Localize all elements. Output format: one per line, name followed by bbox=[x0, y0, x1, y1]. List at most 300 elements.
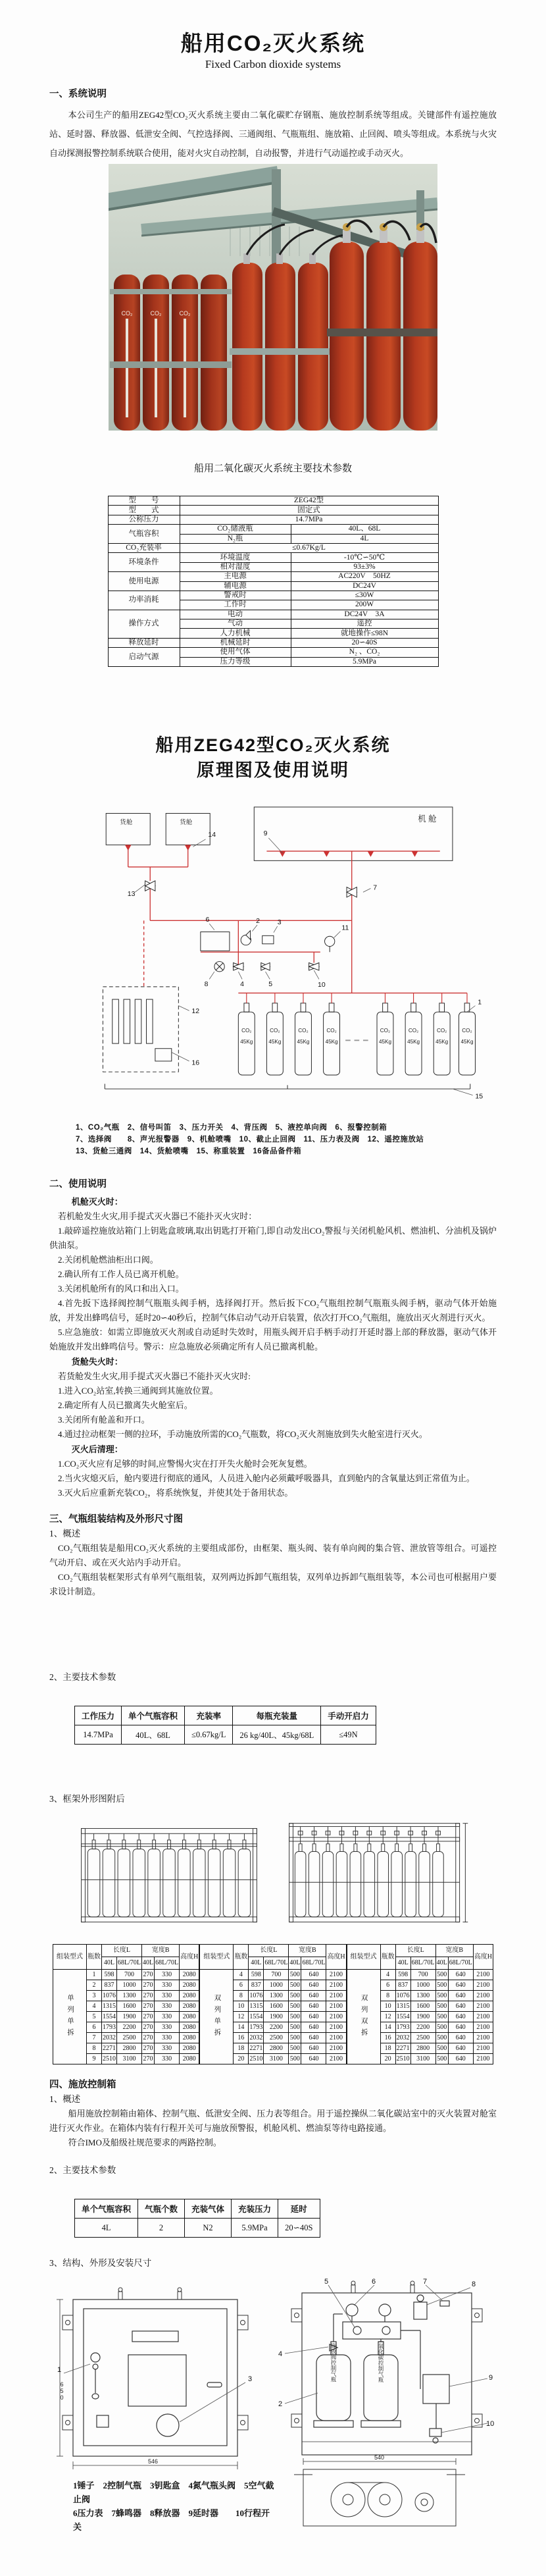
valve-manifold-block bbox=[343, 2322, 401, 2339]
remote-release-station bbox=[103, 987, 178, 1072]
control-box-bottom-view bbox=[281, 2452, 478, 2531]
section3 bbox=[49, 1512, 497, 2064]
door-small-square bbox=[97, 2415, 109, 2427]
photo-illustration bbox=[109, 164, 437, 431]
table-value-cell: 14.7MPa bbox=[75, 1725, 122, 1745]
door-circle bbox=[157, 2414, 179, 2436]
dims-value-cell: 598 bbox=[395, 1970, 410, 1980]
cargo-fire-intro: 若货舱发生火灾,用手提式灭火器已不能扑灭火灾时: bbox=[58, 1371, 251, 1382]
dims-value-cell: 640 bbox=[448, 2001, 473, 2012]
parts-line-2: 6压力表 7蜂鸣器 8释放器 9延时器 10行程开关 bbox=[73, 2508, 270, 2533]
table-value-cell: ≤0.67kg/L bbox=[185, 1725, 233, 1745]
dims-value-cell: 6 bbox=[86, 2022, 101, 2033]
cargo-fire-steps bbox=[49, 1384, 497, 1442]
table-header-cell: 单个气瓶容积 bbox=[122, 1706, 185, 1725]
spec-sub: 气动 bbox=[180, 619, 291, 629]
engine-fire-steps bbox=[49, 1224, 497, 1354]
section1-heading: 一、系统说明 bbox=[49, 89, 107, 99]
dims-value-cell: 640 bbox=[448, 2033, 473, 2043]
spec-value: 就地操作≤98N bbox=[291, 629, 438, 638]
dims-header: 瓶数 bbox=[380, 1945, 395, 1970]
dims-value-cell: 2100 bbox=[473, 1991, 493, 2001]
dims-header: 组装型式 bbox=[53, 1945, 86, 1970]
dims-value-cell: 270 bbox=[141, 1970, 154, 1980]
spec-value: -10℃∽50℃ bbox=[291, 553, 438, 562]
svg-text:45Kg: 45Kg bbox=[435, 1039, 449, 1045]
dims-value-cell: 4 bbox=[86, 2001, 101, 2012]
spec-value: 固定式 bbox=[180, 506, 438, 515]
dims-value-cell: 2271 bbox=[249, 2043, 264, 2054]
dims-value-cell: 2032 bbox=[395, 2033, 410, 2043]
section4-sub2: 2、主要技术参数 bbox=[49, 2165, 116, 2176]
svg-text:CO₂: CO₂ bbox=[462, 1027, 472, 1034]
table-value-cell: 4L bbox=[75, 2219, 138, 2238]
dims-value-cell: 1000 bbox=[116, 1980, 141, 1991]
dims-value-cell: 10 bbox=[234, 2001, 249, 2012]
dims-value-cell: 640 bbox=[448, 2054, 473, 2064]
dims-value-cell: 500 bbox=[289, 2012, 301, 2022]
cb-callout-9: 9 bbox=[489, 2374, 493, 2382]
dims-value-cell: 330 bbox=[155, 2033, 180, 2043]
list-item: 3.关闭所有舱盖和开口。 bbox=[58, 1415, 150, 1425]
list-item: 1.敲碎遥控施放站箱门上钥匙盒玻璃,取出钥匙打开箱门,即自动发出CO₂警报与关闭机舱风机、燃油机、分油机及锅炉供油泵。 bbox=[49, 1226, 497, 1251]
system-schematic bbox=[49, 793, 497, 1120]
dims-header: 组装型式 bbox=[200, 1945, 234, 1970]
cb-callout-2: 2 bbox=[278, 2400, 283, 2409]
dims-value-cell: 16 bbox=[234, 2033, 249, 2043]
table-value-cell: 5.9MPa bbox=[232, 2219, 278, 2238]
dims-value-cell: 2500 bbox=[116, 2033, 141, 2043]
dims-value-cell: 837 bbox=[101, 1980, 116, 1991]
cb-callout-1: 1 bbox=[57, 2366, 62, 2375]
parts-line-1: 1锤子 2控制气瓶 3钥匙盒 4氮气瓶头阀 5空气截止阀 bbox=[73, 2481, 274, 2505]
dims-value-cell: 2100 bbox=[326, 1970, 346, 1980]
table-value-cell: 20∽40S bbox=[278, 2219, 320, 2238]
cb-callout-3: 3 bbox=[248, 2375, 253, 2384]
dims-value-cell: 330 bbox=[155, 1980, 180, 1991]
rack-dimensions-table bbox=[49, 1944, 497, 2064]
dims-subheader: 68L/70L bbox=[448, 1957, 473, 1970]
dims-type-cell: 双列单拆 bbox=[200, 1970, 234, 2064]
dims-value-cell: 1315 bbox=[249, 2001, 264, 2012]
cb-callout-5: 5 bbox=[324, 2278, 329, 2286]
dims-value-cell: 2032 bbox=[249, 2033, 264, 2043]
dims-value-cell: 2100 bbox=[326, 2043, 346, 2054]
dims-value-cell: 500 bbox=[435, 2033, 448, 2043]
dims-value-cell: 700 bbox=[116, 1970, 141, 1980]
dims-value-cell: 330 bbox=[155, 2022, 180, 2033]
spec-sub: 工作时 bbox=[180, 600, 291, 610]
dims-value-cell: 8 bbox=[234, 1991, 249, 2001]
cargo-hold-box bbox=[106, 814, 150, 845]
dims-value-cell: 3100 bbox=[264, 2054, 289, 2064]
release-device-icon bbox=[414, 2302, 427, 2319]
page2-title bbox=[49, 733, 497, 783]
dims-value-cell: 640 bbox=[448, 1980, 473, 1991]
svg-text:45Kg: 45Kg bbox=[268, 1039, 282, 1045]
dims-value-cell: 2080 bbox=[180, 1991, 199, 2001]
spec-value: DC24V bbox=[291, 581, 438, 591]
dims-value-cell: 2080 bbox=[180, 2043, 199, 2054]
dims-value-cell: 640 bbox=[448, 2043, 473, 2054]
table-header-cell: 单个气瓶容积 bbox=[75, 2199, 138, 2219]
rack-cylinders-2 bbox=[295, 1827, 443, 1917]
engine-fire-title: 机舱灭火时： bbox=[71, 1197, 123, 1207]
callout-3: 3 bbox=[277, 918, 282, 927]
callout-4: 4 bbox=[240, 980, 245, 988]
dim-front-width: 546 bbox=[148, 2458, 159, 2465]
table-header-cell: 每瓶充装量 bbox=[233, 1706, 321, 1725]
dims-value-cell: 700 bbox=[264, 1970, 289, 1980]
cylinder-label: CO₂ bbox=[121, 310, 133, 317]
dims-value-cell: 7 bbox=[86, 2033, 101, 2043]
schematic-legend bbox=[49, 1122, 497, 1157]
dims-value-cell: 640 bbox=[448, 1970, 473, 1980]
dims-value-cell: 20 bbox=[234, 2054, 249, 2064]
schematic-svg bbox=[49, 793, 497, 1117]
dims-value-cell: 2100 bbox=[326, 1980, 346, 1991]
dims-value-cell: 2100 bbox=[326, 1991, 346, 2001]
usage-section bbox=[49, 1177, 497, 1500]
dims-value-cell: 3100 bbox=[116, 2054, 141, 2064]
dims-value-cell: 270 bbox=[141, 2022, 154, 2033]
dims-header: 宽度B bbox=[141, 1945, 179, 1957]
callout-15: 15 bbox=[475, 1092, 484, 1101]
dims-value-cell: 2100 bbox=[326, 2022, 346, 2033]
dims-value-cell: 1793 bbox=[101, 2022, 116, 2033]
dims-value-cell: 2800 bbox=[410, 2043, 435, 2054]
pressure-gauge-icon bbox=[325, 936, 335, 946]
list-item: 13、货舱三通阀 14、货舱喷嘴 15、称重装置 16备品备件箱 bbox=[76, 1147, 302, 1156]
cylinder-row-front bbox=[327, 221, 437, 431]
callout-11: 11 bbox=[341, 924, 349, 932]
dims-value-cell: 1076 bbox=[395, 1991, 410, 2001]
list-item: 5.应急施放：如需立即施放灭火剂或自动延时失效时，用瓶头阀开启手柄手动打开延时器上部的释放器，驱动气体开始施放并发出蜂鸣信号。警示：应急施放必须确定所有人员已撤离机舱。 bbox=[49, 1327, 497, 1352]
bottle-risers bbox=[247, 993, 467, 1003]
dims-subheader: 68L/70L bbox=[264, 1957, 289, 1970]
hammer-on-chain-icon bbox=[91, 2353, 100, 2399]
dims-value-cell: 598 bbox=[249, 1970, 264, 1980]
travel-switch-icon bbox=[430, 2429, 441, 2436]
section3-sub3: 3、框架外形图附后 bbox=[49, 1794, 125, 1804]
spec-value: ZEG42型 bbox=[180, 496, 438, 506]
cylinder-right-label: 二氧化碳控制气瓶 bbox=[378, 2338, 384, 2383]
rack-single-row-drawing bbox=[74, 1816, 264, 1937]
section4-sub1: 1、概述 bbox=[49, 2094, 81, 2105]
spec-value: 40L、68L bbox=[291, 525, 438, 534]
spec-value: ≤30W bbox=[291, 591, 438, 600]
dims-value-cell: 2080 bbox=[180, 1970, 199, 1980]
dims-value-cell: 270 bbox=[141, 2033, 154, 2043]
table-value-cell: ≤49N bbox=[321, 1725, 376, 1745]
dims-value-cell: 500 bbox=[289, 1980, 301, 1991]
dims-value-cell: 10 bbox=[380, 2001, 395, 2012]
callout-16: 16 bbox=[191, 1059, 200, 1067]
dims-value-cell: 837 bbox=[395, 1980, 410, 1991]
door-handle bbox=[207, 2382, 222, 2387]
dims-value-cell: 330 bbox=[155, 2001, 180, 2012]
svg-text:CO₂: CO₂ bbox=[380, 1027, 391, 1034]
svg-text:CO₂: CO₂ bbox=[437, 1027, 447, 1034]
spec-sub: 辅电源 bbox=[180, 581, 291, 591]
dims-header: 长度L bbox=[249, 1945, 289, 1957]
dims-value-cell: 2080 bbox=[180, 2022, 199, 2033]
dims-value-cell: 500 bbox=[435, 2012, 448, 2022]
dims-value-cell: 500 bbox=[435, 2054, 448, 2064]
dims-value-cell: 4 bbox=[380, 1970, 395, 1980]
spec-value: N₂ 、CO₂ bbox=[291, 648, 438, 657]
dims-value-cell: 640 bbox=[301, 1991, 326, 2001]
dims-value-cell: 18 bbox=[380, 2043, 395, 2054]
dims-value-cell: 1000 bbox=[264, 1980, 289, 1991]
dims-value-cell: 2100 bbox=[473, 2022, 493, 2033]
callout-6: 6 bbox=[205, 916, 210, 924]
spec-sub: 警戒时 bbox=[180, 591, 291, 600]
dims-value-cell: 1076 bbox=[101, 1991, 116, 2001]
dims-value-cell: 500 bbox=[289, 1991, 301, 2001]
dims-value-cell: 270 bbox=[141, 2043, 154, 2054]
cb-callouts bbox=[278, 2278, 494, 2428]
cylinder-room-photo bbox=[109, 164, 437, 434]
list-item: 2.确定所有人员已撤离失火舱室后。 bbox=[58, 1400, 193, 1411]
dims-value-cell: 4 bbox=[234, 1970, 249, 1980]
dims-value-cell: 640 bbox=[448, 2012, 473, 2022]
dims-value-cell: 2 bbox=[86, 1980, 101, 1991]
dims-value-cell: 330 bbox=[155, 1991, 180, 2001]
cylinder-label: CO₂ bbox=[150, 310, 162, 317]
dims-value-cell: 2800 bbox=[264, 2043, 289, 2054]
dims-value-cell: 2500 bbox=[264, 2033, 289, 2043]
dims-value-cell: 9 bbox=[86, 2054, 101, 2064]
spec-sub: 相对湿度 bbox=[180, 562, 291, 571]
dims-value-cell: 2100 bbox=[473, 2054, 493, 2064]
door-slot-window bbox=[132, 2331, 178, 2342]
dims-value-cell: 500 bbox=[289, 1970, 301, 1980]
spec-sub: 电动 bbox=[180, 610, 291, 619]
list-item: 4.首先扳下选择阀控制气瓶瓶头阀手柄，选择阀打开。然后扳下CO₂气瓶组控制气瓶瓶头阀手柄，驱动气体开始施放，并发出蜂鸣信号，延时20∽40秒后，控制气体启动气动开启装置，依次打开CO₂气瓶组，施放出灭火剂进行灭火。 bbox=[49, 1298, 497, 1323]
spec-label: CO₂充装率 bbox=[108, 543, 180, 552]
dims-header: 宽度B bbox=[435, 1945, 473, 1957]
dims-value-cell: 330 bbox=[155, 2054, 180, 2064]
cb-callout-8: 8 bbox=[472, 2280, 476, 2289]
dims-value-cell: 500 bbox=[435, 1970, 448, 1980]
callout-8: 8 bbox=[204, 980, 209, 988]
callout-9: 9 bbox=[263, 829, 268, 838]
co2-bottle-row bbox=[238, 993, 475, 1075]
cleanup-title: 灭火后清理： bbox=[71, 1444, 123, 1455]
dims-value-cell: 2510 bbox=[101, 2054, 116, 2064]
alarm-control-box-icon bbox=[201, 932, 230, 951]
cargo-fire-title: 货舱失火时： bbox=[71, 1357, 123, 1367]
callout-14: 14 bbox=[208, 830, 216, 839]
cb-callout-4: 4 bbox=[278, 2350, 283, 2359]
dims-value-cell: 1315 bbox=[395, 2001, 410, 2012]
svg-text:CO₂: CO₂ bbox=[408, 1027, 419, 1034]
buzzer-icon bbox=[440, 2301, 449, 2306]
dims-value-cell: 2080 bbox=[180, 1980, 199, 1991]
section4-sub3: 3、结构、外形及安装尺寸 bbox=[49, 2258, 152, 2269]
dims-value-cell: 12 bbox=[234, 2012, 249, 2022]
dims-header: 瓶数 bbox=[234, 1945, 249, 1970]
spec-sub: 主电源 bbox=[180, 572, 291, 581]
dims-value-cell: 330 bbox=[155, 2043, 180, 2054]
svg-text:CO₂: CO₂ bbox=[326, 1027, 337, 1034]
piping-lines bbox=[128, 845, 467, 993]
dims-value-cell: 2080 bbox=[180, 2054, 199, 2064]
dims-value-cell: 2100 bbox=[473, 2043, 493, 2054]
dims-value-cell: 500 bbox=[435, 1980, 448, 1991]
delay-timer-box bbox=[423, 2375, 449, 2404]
dims-subheader: 40L bbox=[435, 1957, 448, 1970]
dims-value-cell: 6 bbox=[380, 1980, 395, 1991]
dims-value-cell: 3100 bbox=[410, 2054, 435, 2064]
page-subtitle: Fixed Carbon dioxide systems bbox=[205, 58, 341, 70]
dims-value-cell: 270 bbox=[141, 1991, 154, 2001]
spec-label: 环境条件 bbox=[108, 553, 180, 572]
section4 bbox=[49, 2078, 497, 2534]
page-title: 船用CO₂灭火系统 bbox=[180, 31, 366, 55]
callout-10: 10 bbox=[317, 980, 326, 989]
cb-callout-7: 7 bbox=[423, 2278, 428, 2286]
dim-bottom-width: 540 bbox=[374, 2454, 385, 2461]
engine-fire-intro: 若机舱发生火灾,用手提式灭火器已不能扑灭火灾时： bbox=[58, 1211, 257, 1222]
callout-leaders bbox=[135, 838, 475, 1095]
spec-sub: N₂瓶 bbox=[180, 534, 291, 543]
spec-value: DC24V 3A bbox=[291, 610, 438, 619]
dims-value-cell: 500 bbox=[435, 2001, 448, 2012]
dims-value-cell: 2032 bbox=[101, 2033, 116, 2043]
spec-value: ≤0.67Kg/L bbox=[180, 543, 438, 552]
spec-label: 气瓶容积 bbox=[108, 525, 180, 544]
cargo-hold-box-2 bbox=[166, 814, 210, 845]
dims-header: 瓶数 bbox=[86, 1945, 101, 1970]
dims-group-table bbox=[347, 1944, 493, 2064]
table-header-cell: 延时 bbox=[278, 2199, 320, 2219]
dims-value-cell: 1793 bbox=[249, 2022, 264, 2033]
spec-label: 公称压力 bbox=[108, 515, 180, 524]
dims-subheader: 40L bbox=[289, 1957, 301, 1970]
dims-subheader: 68L/70L bbox=[410, 1957, 435, 1970]
dims-value-cell: 330 bbox=[155, 2012, 180, 2022]
table-header-cell: 充装气体 bbox=[185, 2199, 232, 2219]
svg-text:CO₂: CO₂ bbox=[298, 1027, 309, 1034]
pressure-switch-icon bbox=[262, 935, 274, 943]
dims-value-cell: 2510 bbox=[249, 2054, 264, 2064]
dims-value-cell: 2100 bbox=[473, 2033, 493, 2043]
dims-value-cell: 640 bbox=[301, 2012, 326, 2022]
svg-text:CO₂: CO₂ bbox=[270, 1027, 280, 1034]
dims-value-cell: 6 bbox=[234, 1980, 249, 1991]
dims-subheader: 68L/70L bbox=[155, 1957, 180, 1970]
dims-value-cell: 640 bbox=[301, 2054, 326, 2064]
dims-header: 高度H bbox=[180, 1945, 199, 1970]
dims-value-cell: 14 bbox=[380, 2022, 395, 2033]
dims-header: 长度L bbox=[101, 1945, 141, 1957]
table-value-cell: N2 bbox=[185, 2219, 232, 2238]
dims-value-cell: 500 bbox=[289, 2043, 301, 2054]
spec-value: 14.7MPa bbox=[180, 515, 438, 524]
callout-13: 13 bbox=[127, 890, 136, 899]
dims-value-cell: 1300 bbox=[410, 1991, 435, 2001]
dims-value-cell: 330 bbox=[155, 1970, 180, 1980]
svg-text:45Kg: 45Kg bbox=[325, 1039, 338, 1045]
usage-heading: 二、使用说明 bbox=[49, 1179, 107, 1190]
dims-value-cell: 2100 bbox=[473, 2001, 493, 2012]
door-window bbox=[128, 2355, 186, 2406]
dims-value-cell: 2500 bbox=[410, 2033, 435, 2043]
section3-p1: CO₂气瓶组装是船用CO₂灭火系统的主要组成部份，由框架、瓶头阀、装有单向阀的集合管、泄放管等组合。可遥控气动开启、或在灭火站内手动开启。 bbox=[49, 1543, 497, 1568]
dims-subheader: 40L bbox=[249, 1957, 264, 1970]
page2-title-line1: 船用ZEG42型CO₂灭火系统 bbox=[155, 735, 391, 756]
section3-p2: CO₂气瓶组装框架形式有单列气瓶组装，双列两边拆卸气瓶组装，双列单边拆卸气瓶组装等，本公司也可根据用户要求设计制造。 bbox=[49, 1572, 497, 1597]
dims-value-cell: 1554 bbox=[249, 2012, 264, 2022]
section3-heading: 三、气瓶组装结构及外形尺寸图 bbox=[49, 1514, 183, 1525]
dims-value-cell: 2271 bbox=[101, 2043, 116, 2054]
section4-p1: 船用施放控制箱由箱体、控制气瓶、低泄安全阀、压力表等组合。用于遥控操纵二氧化碳站室中的灭火装置对舱室进行灭火作业。在箱体内装有行程开关可与施放预警报，机舱风机、燃油泵等待电路接通。 bbox=[49, 2109, 497, 2134]
control-box-parts-list bbox=[73, 2479, 277, 2534]
dims-value-cell: 500 bbox=[435, 2043, 448, 2054]
dims-value-cell: 18 bbox=[234, 2043, 249, 2054]
spec-table bbox=[108, 496, 439, 667]
dims-value-cell: 2100 bbox=[473, 2012, 493, 2022]
spec-label: 型 号 bbox=[108, 496, 180, 506]
pressure-gauge-icon bbox=[346, 2304, 358, 2316]
spec-value: 200W bbox=[291, 600, 438, 610]
table-header-cell: 气瓶个数 bbox=[138, 2199, 185, 2219]
dims-value-cell: 270 bbox=[141, 2054, 154, 2064]
svg-text:CO₂: CO₂ bbox=[241, 1027, 252, 1034]
dims-value-cell: 500 bbox=[289, 2022, 301, 2033]
callout-5: 5 bbox=[268, 980, 273, 988]
cylinder-left-label: 施放阀控制气瓶 bbox=[330, 2343, 337, 2382]
callout-1: 1 bbox=[478, 998, 482, 1007]
dims-value-cell: 270 bbox=[141, 2001, 154, 2012]
dims-value-cell: 837 bbox=[249, 1980, 264, 1991]
rack-double-row-drawing bbox=[282, 1816, 472, 1937]
dims-value-cell: 12 bbox=[380, 2012, 395, 2022]
dims-subheader: 68L/70L bbox=[301, 1957, 326, 1970]
list-item: 1.CO₂灭火应有足够的时间,应警惕火灾在打开失火舱时会死灰复燃。 bbox=[58, 1459, 312, 1469]
dims-value-cell: 2200 bbox=[116, 2022, 141, 2033]
control-box-front-view bbox=[55, 2284, 259, 2475]
dims-value-cell: 700 bbox=[410, 1970, 435, 1980]
dims-value-cell: 1600 bbox=[116, 2001, 141, 2012]
dims-value-cell: 640 bbox=[301, 2001, 326, 2012]
dims-value-cell: 2100 bbox=[326, 2054, 346, 2064]
dims-value-cell: 1 bbox=[86, 1970, 101, 1980]
dims-subheader: 40L bbox=[395, 1957, 410, 1970]
dims-value-cell: 1554 bbox=[101, 2012, 116, 2022]
section3-sub2: 2、主要技术参数 bbox=[49, 1672, 116, 1683]
section3-sub1: 1、概述 bbox=[49, 1529, 81, 1539]
dims-value-cell: 1300 bbox=[116, 1991, 141, 2001]
table-header-cell: 手动开启力 bbox=[321, 1706, 376, 1725]
dims-value-cell: 2100 bbox=[473, 1980, 493, 1991]
section4-p2: 符合IMO及船级社规范要求的两路控制。 bbox=[68, 2138, 222, 2148]
dims-value-cell: 500 bbox=[289, 2001, 301, 2012]
dims-value-cell: 5 bbox=[86, 2012, 101, 2022]
list-item: 7、选择阀 8、声光报警器 9、机舱喷嘴 10、截止止回阀 11、压力表及阀 12、遥控施放站 bbox=[76, 1136, 424, 1144]
dims-value-cell: 270 bbox=[141, 1980, 154, 1991]
cb-leaders bbox=[285, 2285, 487, 2432]
table-header-cell: 工作压力 bbox=[75, 1706, 122, 1725]
spec-value: 20∽40S bbox=[291, 638, 438, 647]
table-caption: 船用二氧化碳灭火系统主要技术参数 bbox=[193, 463, 352, 474]
spec-label: 型 式 bbox=[108, 506, 180, 515]
dims-value-cell: 640 bbox=[301, 1980, 326, 1991]
dims-value-cell: 2100 bbox=[326, 2033, 346, 2043]
list-item: 1、CO₂气瓶 2、信号叫笛 3、压力开关 4、背压阀 5、液控单向阀 6、报警控制箱 bbox=[76, 1124, 387, 1132]
